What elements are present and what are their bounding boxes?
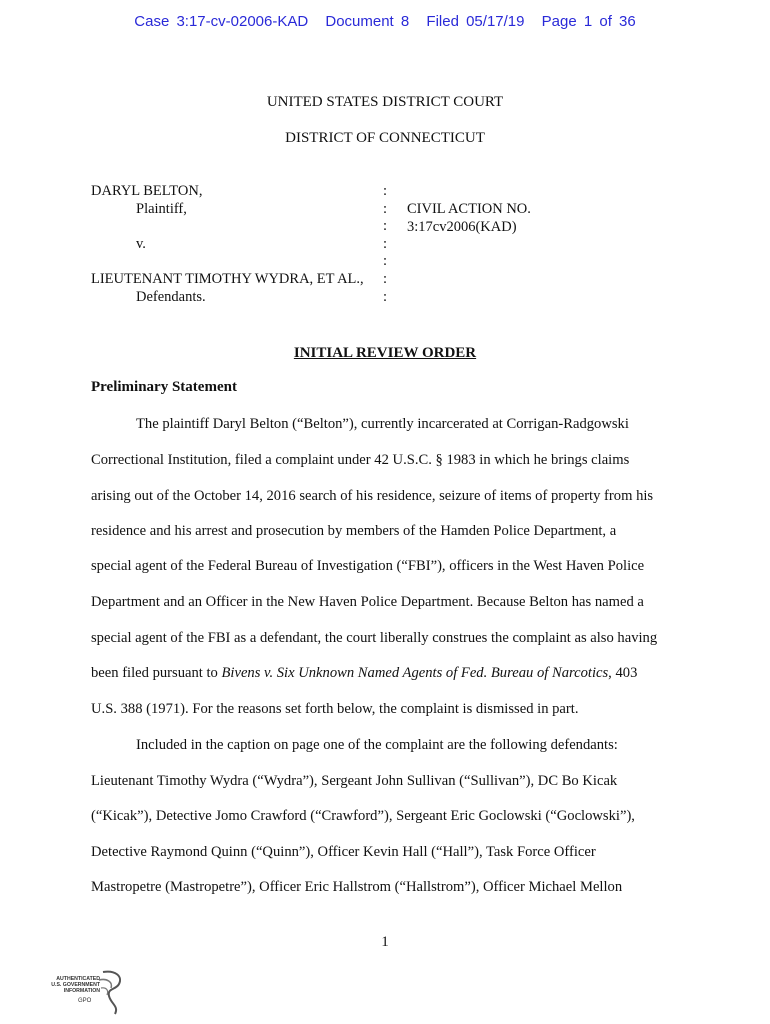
caption-colon: : xyxy=(383,270,388,287)
body-line: residence and his arrest and prosecution by members of the Hamden Police Department, a xyxy=(91,523,617,539)
case-number: Case 3:17-cv-02006-KAD xyxy=(134,13,309,30)
page-count: Page 1 of 36 xyxy=(541,13,636,30)
gpo-mark-text: GPO xyxy=(78,998,92,1004)
civil-action-block xyxy=(407,201,531,236)
civil-action-number: 3:17cv2006(KAD) xyxy=(407,218,517,235)
caption-colon-column xyxy=(383,183,387,306)
body-line: special agent of the FBI as a defendant, the court liberally construes the complaint as also having xyxy=(91,630,658,646)
body-line: U.S. 388 (1971). For the reasons set forth below, the complaint is dismissed in part. xyxy=(91,701,579,717)
caption-spacer xyxy=(91,218,364,236)
caption-colon: : xyxy=(383,183,388,199)
page-number: 1 xyxy=(381,934,389,950)
defendant-name: LIEUTENANT TIMOTHY WYDRA, ET AL., xyxy=(91,270,364,287)
body-line: (“Kicak”), Detective Jomo Crawford (“Crawford”), Sergeant Eric Goclowski (“Goclowski”), xyxy=(91,808,635,824)
versus: v. xyxy=(136,235,146,252)
case-caption-parties xyxy=(91,183,364,306)
court-district: DISTRICT OF CONNECTICUT xyxy=(285,130,485,146)
section-heading: Preliminary Statement xyxy=(91,379,237,395)
case-citation: Bivens v. Six Unknown Named Agents of Fed. Bureau of Narcotics xyxy=(221,665,609,681)
order-title: INITIAL REVIEW ORDER xyxy=(293,345,477,361)
citation-pre: been filed pursuant to xyxy=(91,665,222,681)
body-line: Mastropetre (Mastropetre”), Officer Eric Hallstrom (“Hallstrom”), Officer Michael Mellon xyxy=(91,879,623,895)
body-line: The plaintiff Daryl Belton (“Belton”), currently incarcerated at Corrigan-Radgowski xyxy=(136,416,629,432)
caption-colon: : xyxy=(383,253,388,270)
body-line: special agent of the Federal Bureau of Investigation (“FBI”), officers in the West Haven Police xyxy=(91,558,645,574)
defendant-role: Defendants. xyxy=(136,288,206,305)
filing-stamp xyxy=(0,13,770,30)
eagle-icon xyxy=(97,968,127,1016)
plaintiff-role: Plaintiff, xyxy=(136,200,187,217)
gpo-authentication-badge xyxy=(42,968,132,1018)
body-line: Correctional Institution, filed a complaint under 42 U.S.C. § 1983 in which he brings claims xyxy=(91,452,630,468)
body-line: Detective Raymond Quinn (“Quinn”), Officer Kevin Hall (“Hall”), Task Force Officer xyxy=(91,844,596,860)
caption-spacer xyxy=(91,253,364,271)
body-line-citation xyxy=(91,665,637,682)
caption-colon: : xyxy=(383,218,388,235)
gpo-authentication-text: AUTHENTICATED U.S. GOVERNMENT INFORMATION xyxy=(51,976,100,994)
filed-date: Filed 05/17/19 xyxy=(426,13,525,30)
body-line: arising out of the October 14, 2016 search of his residence, seizure of items of property from his xyxy=(91,488,654,504)
body-line: Lieutenant Timothy Wydra (“Wydra”), Sergeant John Sullivan (“Sullivan”), DC Bo Kicak xyxy=(91,773,618,789)
caption-colon: : xyxy=(383,200,388,217)
caption-colon: : xyxy=(383,288,388,305)
plaintiff-name: DARYL BELTON, xyxy=(91,183,203,199)
body-line: Included in the caption on page one of the complaint are the following defendants: xyxy=(136,737,618,753)
caption-colon: : xyxy=(383,235,388,252)
body-line: Department and an Officer in the New Haven Police Department. Because Belton has named a xyxy=(91,594,644,610)
citation-post: , 403 xyxy=(608,665,638,681)
court-name: UNITED STATES DISTRICT COURT xyxy=(266,94,504,110)
document-number: Document 8 xyxy=(325,13,410,30)
civil-action-label: CIVIL ACTION NO. xyxy=(407,201,531,217)
